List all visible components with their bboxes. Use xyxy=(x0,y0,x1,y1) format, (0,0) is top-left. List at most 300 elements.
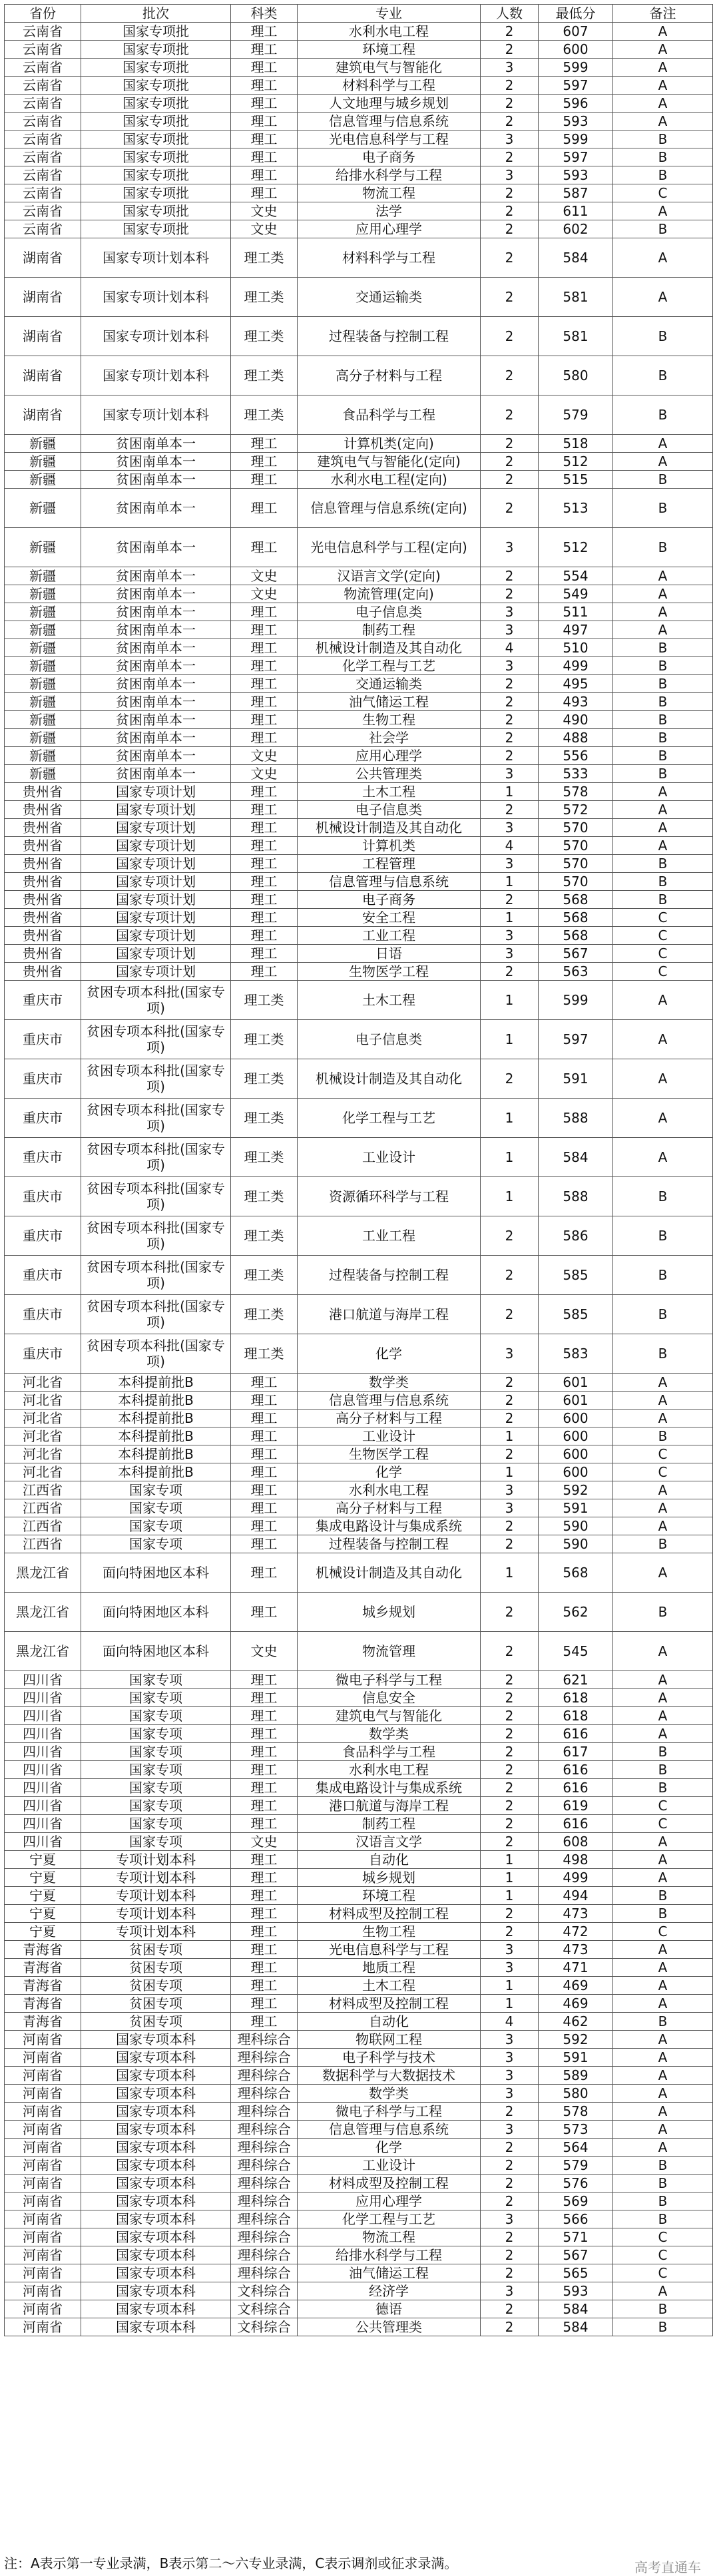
cell-batch: 国家专项 xyxy=(81,1761,231,1779)
cell-remark: C xyxy=(613,2264,713,2282)
cell-min-score: 495 xyxy=(539,675,613,693)
cell-batch: 国家专项 xyxy=(81,1725,231,1743)
cell-count: 2 xyxy=(481,1671,539,1689)
cell-remark: A xyxy=(613,981,713,1020)
cell-category: 文史 xyxy=(231,747,298,765)
cell-batch: 国家专项计划本科 xyxy=(81,356,231,395)
cell-count: 2 xyxy=(481,693,539,711)
cell-province: 重庆市 xyxy=(5,1295,81,1334)
cell-category: 理工 xyxy=(231,1445,298,1463)
cell-count: 1 xyxy=(481,1887,539,1905)
cell-remark: A xyxy=(613,603,713,621)
cell-major: 城乡规划 xyxy=(298,1869,481,1887)
cell-batch: 国家专项本科 xyxy=(81,2228,231,2246)
table-row xyxy=(5,1593,713,1632)
cell-batch: 贫困专项 xyxy=(81,2013,231,2031)
table-row xyxy=(5,891,713,909)
cell-major: 化学工程与工艺 xyxy=(298,2210,481,2228)
table-row xyxy=(5,1851,713,1869)
cell-min-score: 599 xyxy=(539,130,613,148)
cell-batch: 贫困专项本科批(国家专项) xyxy=(81,981,231,1020)
cell-major: 建筑电气与智能化 xyxy=(298,1707,481,1725)
cell-major: 信息管理与信息系统(定向) xyxy=(298,489,481,528)
cell-remark: A xyxy=(613,1833,713,1851)
cell-major: 数学类 xyxy=(298,1374,481,1392)
cell-remark: A xyxy=(613,278,713,317)
cell-major: 社会学 xyxy=(298,729,481,747)
cell-category: 理工 xyxy=(231,1995,298,2013)
cell-min-score: 579 xyxy=(539,2157,613,2175)
cell-remark: A xyxy=(613,585,713,603)
cell-category: 文史 xyxy=(231,765,298,783)
cell-major: 计算机类 xyxy=(298,837,481,855)
table-row xyxy=(5,1410,713,1427)
cell-province: 云南省 xyxy=(5,202,81,220)
cell-min-score: 572 xyxy=(539,801,613,819)
cell-remark: A xyxy=(613,1481,713,1499)
cell-category: 理工类 xyxy=(231,278,298,317)
table-row xyxy=(5,220,713,238)
cell-remark: A xyxy=(613,2139,713,2157)
cell-category: 理科综合 xyxy=(231,2049,298,2067)
cell-major: 物流管理(定向) xyxy=(298,585,481,603)
cell-province: 贵州省 xyxy=(5,819,81,837)
cell-min-score: 568 xyxy=(539,927,613,945)
cell-category: 理工 xyxy=(231,1761,298,1779)
cell-category: 理工 xyxy=(231,23,298,41)
cell-remark: B xyxy=(613,356,713,395)
cell-province: 青海省 xyxy=(5,1941,81,1959)
cell-category: 理工 xyxy=(231,184,298,202)
cell-remark: B xyxy=(613,1334,713,1374)
cell-count: 3 xyxy=(481,765,539,783)
cell-min-score: 581 xyxy=(539,278,613,317)
table-row xyxy=(5,1869,713,1887)
cell-batch: 国家专项本科 xyxy=(81,2121,231,2139)
cell-min-score: 584 xyxy=(539,1138,613,1177)
cell-province: 宁夏 xyxy=(5,1887,81,1905)
cell-province: 四川省 xyxy=(5,1797,81,1815)
cell-category: 理工类 xyxy=(231,238,298,278)
cell-count: 2 xyxy=(481,41,539,59)
table-row xyxy=(5,1941,713,1959)
cell-major: 化学工程与工艺 xyxy=(298,1099,481,1138)
cell-province: 河南省 xyxy=(5,2282,81,2300)
cell-major: 应用心理学 xyxy=(298,2192,481,2210)
cell-count: 2 xyxy=(481,1725,539,1743)
cell-category: 理工 xyxy=(231,621,298,639)
table-row xyxy=(5,113,713,130)
cell-category: 理工 xyxy=(231,1689,298,1707)
cell-count: 2 xyxy=(481,238,539,278)
cell-major: 机械设计制造及其自动化 xyxy=(298,639,481,657)
cell-remark: A xyxy=(613,41,713,59)
cell-batch: 专项计划本科 xyxy=(81,1905,231,1923)
cell-category: 理工类 xyxy=(231,1059,298,1099)
cell-count: 2 xyxy=(481,1295,539,1334)
cell-major: 经济学 xyxy=(298,2282,481,2300)
cell-count: 3 xyxy=(481,819,539,837)
cell-min-score: 589 xyxy=(539,2067,613,2085)
cell-min-score: 618 xyxy=(539,1707,613,1725)
table-row xyxy=(5,1959,713,1977)
cell-major: 化学 xyxy=(298,2139,481,2157)
cell-category: 理工 xyxy=(231,1887,298,1905)
cell-category: 文史 xyxy=(231,202,298,220)
cell-major: 公共管理类 xyxy=(298,2318,481,2336)
cell-batch: 国家专项本科 xyxy=(81,2318,231,2336)
cell-batch: 国家专项计划 xyxy=(81,783,231,801)
cell-batch: 国家专项批 xyxy=(81,23,231,41)
cell-batch: 国家专项 xyxy=(81,1671,231,1689)
cell-remark: C xyxy=(613,2228,713,2246)
cell-province: 河南省 xyxy=(5,2300,81,2318)
cell-province: 云南省 xyxy=(5,95,81,113)
cell-min-score: 490 xyxy=(539,711,613,729)
cell-min-score: 584 xyxy=(539,2300,613,2318)
cell-province: 宁夏 xyxy=(5,1923,81,1941)
cell-major: 公共管理类 xyxy=(298,765,481,783)
cell-province: 重庆市 xyxy=(5,1177,81,1216)
cell-count: 3 xyxy=(481,1334,539,1374)
cell-min-score: 607 xyxy=(539,23,613,41)
cell-remark: C xyxy=(613,184,713,202)
cell-remark: C xyxy=(613,1445,713,1463)
cell-category: 理科综合 xyxy=(231,2067,298,2085)
cell-count: 3 xyxy=(481,927,539,945)
cell-batch: 贫困南单本一 xyxy=(81,585,231,603)
cell-major: 过程装备与控制工程 xyxy=(298,1256,481,1295)
cell-category: 理工 xyxy=(231,693,298,711)
cell-min-score: 515 xyxy=(539,471,613,489)
cell-province: 新疆 xyxy=(5,675,81,693)
table-row xyxy=(5,1334,713,1374)
cell-count: 3 xyxy=(481,2121,539,2139)
cell-count: 3 xyxy=(481,1499,539,1517)
cell-count: 3 xyxy=(481,855,539,873)
cell-category: 理工 xyxy=(231,1977,298,1995)
cell-remark: A xyxy=(613,113,713,130)
cell-count: 2 xyxy=(481,95,539,113)
cell-count: 3 xyxy=(481,621,539,639)
cell-major: 信息管理与信息系统 xyxy=(298,1392,481,1410)
cell-province: 重庆市 xyxy=(5,1138,81,1177)
cell-min-score: 469 xyxy=(539,1995,613,2013)
table-row xyxy=(5,1797,713,1815)
cell-count: 1 xyxy=(481,1427,539,1445)
table-row xyxy=(5,1099,713,1138)
cell-province: 青海省 xyxy=(5,1995,81,2013)
cell-min-score: 591 xyxy=(539,1059,613,1099)
cell-major: 工业设计 xyxy=(298,1427,481,1445)
cell-major: 水利水电工程 xyxy=(298,23,481,41)
table-row xyxy=(5,1887,713,1905)
cell-province: 河南省 xyxy=(5,2031,81,2049)
cell-count: 1 xyxy=(481,1138,539,1177)
cell-category: 理科综合 xyxy=(231,2031,298,2049)
cell-major: 土木工程 xyxy=(298,981,481,1020)
cell-count: 2 xyxy=(481,747,539,765)
cell-remark: A xyxy=(613,2049,713,2067)
cell-category: 理工 xyxy=(231,113,298,130)
cell-min-score: 573 xyxy=(539,2121,613,2139)
table-row xyxy=(5,675,713,693)
cell-count: 2 xyxy=(481,453,539,471)
cell-min-score: 488 xyxy=(539,729,613,747)
cell-remark: A xyxy=(613,453,713,471)
table-row xyxy=(5,202,713,220)
cell-category: 理工 xyxy=(231,1815,298,1833)
cell-min-score: 611 xyxy=(539,202,613,220)
cell-major: 材料成型及控制工程 xyxy=(298,1995,481,2013)
cell-min-score: 581 xyxy=(539,317,613,356)
cell-remark: B xyxy=(613,2192,713,2210)
cell-province: 新疆 xyxy=(5,639,81,657)
cell-province: 贵州省 xyxy=(5,801,81,819)
table-row xyxy=(5,489,713,528)
cell-major: 生物工程 xyxy=(298,711,481,729)
table-row xyxy=(5,1295,713,1334)
cell-major: 材料科学与工程 xyxy=(298,77,481,95)
table-row xyxy=(5,693,713,711)
table-row xyxy=(5,2264,713,2282)
cell-batch: 国家专项批 xyxy=(81,59,231,77)
table-row xyxy=(5,1689,713,1707)
cell-remark: C xyxy=(613,1463,713,1481)
cell-major: 电子科学与技术 xyxy=(298,2049,481,2067)
cell-province: 新疆 xyxy=(5,471,81,489)
table-row xyxy=(5,801,713,819)
cell-category: 理工 xyxy=(231,1869,298,1887)
cell-major: 光电信息科学与工程 xyxy=(298,1941,481,1959)
cell-batch: 国家专项批 xyxy=(81,184,231,202)
cell-remark: A xyxy=(613,59,713,77)
cell-count: 2 xyxy=(481,471,539,489)
cell-batch: 国家专项批 xyxy=(81,202,231,220)
cell-major: 工业设计 xyxy=(298,1138,481,1177)
table-row xyxy=(5,435,713,453)
cell-major: 机械设计制造及其自动化 xyxy=(298,1059,481,1099)
cell-province: 江西省 xyxy=(5,1499,81,1517)
cell-category: 文史 xyxy=(231,1833,298,1851)
table-row xyxy=(5,2121,713,2139)
cell-province: 青海省 xyxy=(5,1977,81,1995)
cell-min-score: 586 xyxy=(539,1216,613,1256)
cell-category: 理工 xyxy=(231,855,298,873)
cell-count: 4 xyxy=(481,837,539,855)
cell-major: 机械设计制造及其自动化 xyxy=(298,1553,481,1593)
cell-batch: 国家专项 xyxy=(81,1689,231,1707)
cell-min-score: 545 xyxy=(539,1632,613,1671)
cell-min-score: 493 xyxy=(539,693,613,711)
cell-province: 河南省 xyxy=(5,2318,81,2336)
cell-category: 理工 xyxy=(231,711,298,729)
cell-count: 3 xyxy=(481,2049,539,2067)
cell-province: 新疆 xyxy=(5,621,81,639)
cell-major: 计算机类(定向) xyxy=(298,435,481,453)
cell-category: 理工 xyxy=(231,166,298,184)
table-row xyxy=(5,945,713,963)
header-category: 科类 xyxy=(231,5,298,23)
cell-count: 1 xyxy=(481,1977,539,1995)
cell-min-score: 512 xyxy=(539,453,613,471)
cell-remark: A xyxy=(613,1671,713,1689)
cell-major: 油气储运工程 xyxy=(298,2264,481,2282)
cell-min-score: 584 xyxy=(539,238,613,278)
cell-count: 1 xyxy=(481,981,539,1020)
table-row xyxy=(5,130,713,148)
table-row xyxy=(5,621,713,639)
table-row xyxy=(5,77,713,95)
table-row xyxy=(5,639,713,657)
cell-batch: 贫困南单本一 xyxy=(81,603,231,621)
cell-min-score: 588 xyxy=(539,1099,613,1138)
cell-batch: 贫困专项本科批(国家专项) xyxy=(81,1059,231,1099)
cell-batch: 贫困专项 xyxy=(81,1995,231,2013)
cell-count: 2 xyxy=(481,23,539,41)
cell-min-score: 600 xyxy=(539,41,613,59)
cell-major: 生物医学工程 xyxy=(298,963,481,981)
cell-min-score: 499 xyxy=(539,1869,613,1887)
table-row xyxy=(5,927,713,945)
cell-batch: 国家专项计划本科 xyxy=(81,278,231,317)
cell-remark: B xyxy=(613,1177,713,1216)
cell-major: 食品科学与工程 xyxy=(298,1743,481,1761)
cell-major: 化学 xyxy=(298,1334,481,1374)
table-row xyxy=(5,356,713,395)
cell-batch: 专项计划本科 xyxy=(81,1851,231,1869)
cell-min-score: 566 xyxy=(539,2210,613,2228)
cell-remark: A xyxy=(613,1020,713,1059)
cell-remark: A xyxy=(613,1138,713,1177)
cell-count: 2 xyxy=(481,675,539,693)
cell-remark: A xyxy=(613,1941,713,1959)
cell-major: 电子信息类 xyxy=(298,1020,481,1059)
cell-batch: 贫困专项本科批(国家专项) xyxy=(81,1099,231,1138)
table-row xyxy=(5,95,713,113)
cell-count: 3 xyxy=(481,2282,539,2300)
cell-remark: C xyxy=(613,945,713,963)
cell-remark: B xyxy=(613,1295,713,1334)
cell-province: 云南省 xyxy=(5,148,81,166)
cell-major: 物流管理 xyxy=(298,1632,481,1671)
cell-category: 文史 xyxy=(231,585,298,603)
cell-major: 建筑电气与智能化(定向) xyxy=(298,453,481,471)
cell-count: 1 xyxy=(481,909,539,927)
cell-min-score: 564 xyxy=(539,2139,613,2157)
table-row xyxy=(5,819,713,837)
cell-major: 工业工程 xyxy=(298,927,481,945)
cell-major: 安全工程 xyxy=(298,909,481,927)
cell-min-score: 518 xyxy=(539,435,613,453)
cell-min-score: 590 xyxy=(539,1535,613,1553)
cell-province: 河南省 xyxy=(5,2228,81,2246)
cell-province: 黑龙江省 xyxy=(5,1593,81,1632)
cell-min-score: 563 xyxy=(539,963,613,981)
cell-batch: 国家专项本科 xyxy=(81,2192,231,2210)
cell-count: 3 xyxy=(481,657,539,675)
cell-remark: A xyxy=(613,1995,713,2013)
cell-major: 生物医学工程 xyxy=(298,1445,481,1463)
header-count: 人数 xyxy=(481,5,539,23)
cell-remark: A xyxy=(613,1499,713,1517)
cell-min-score: 570 xyxy=(539,819,613,837)
cell-count: 2 xyxy=(481,2264,539,2282)
cell-category: 理工 xyxy=(231,1797,298,1815)
table-row xyxy=(5,2210,713,2228)
cell-count: 4 xyxy=(481,639,539,657)
cell-batch: 本科提前批B xyxy=(81,1410,231,1427)
cell-category: 理工类 xyxy=(231,1020,298,1059)
cell-province: 云南省 xyxy=(5,59,81,77)
cell-category: 理工 xyxy=(231,603,298,621)
cell-remark: A xyxy=(613,567,713,585)
cell-batch: 国家专项批 xyxy=(81,166,231,184)
cell-min-score: 608 xyxy=(539,1833,613,1851)
cell-major: 给排水科学与工程 xyxy=(298,2246,481,2264)
table-row xyxy=(5,567,713,585)
cell-batch: 国家专项 xyxy=(81,1707,231,1725)
cell-count: 3 xyxy=(481,2210,539,2228)
cell-min-score: 579 xyxy=(539,395,613,435)
cell-batch: 国家专项本科 xyxy=(81,2175,231,2192)
table-row xyxy=(5,41,713,59)
admission-score-table xyxy=(4,4,713,2336)
cell-major: 光电信息科学与工程 xyxy=(298,130,481,148)
cell-category: 理工 xyxy=(231,2013,298,2031)
cell-count: 2 xyxy=(481,891,539,909)
cell-min-score: 592 xyxy=(539,2031,613,2049)
cell-province: 重庆市 xyxy=(5,981,81,1020)
cell-remark: B xyxy=(613,130,713,148)
table-row xyxy=(5,1977,713,1995)
cell-batch: 国家专项 xyxy=(81,1797,231,1815)
cell-min-score: 554 xyxy=(539,567,613,585)
cell-category: 理工类 xyxy=(231,981,298,1020)
cell-category: 理科综合 xyxy=(231,2121,298,2139)
cell-remark: B xyxy=(613,1743,713,1761)
cell-major: 微电子科学与工程 xyxy=(298,2103,481,2121)
cell-major: 建筑电气与智能化 xyxy=(298,59,481,77)
cell-category: 理工 xyxy=(231,639,298,657)
cell-batch: 国家专项计划 xyxy=(81,927,231,945)
cell-count: 2 xyxy=(481,1445,539,1463)
cell-category: 理工类 xyxy=(231,1216,298,1256)
table-row xyxy=(5,59,713,77)
cell-province: 河南省 xyxy=(5,2175,81,2192)
table-row xyxy=(5,729,713,747)
cell-province: 河南省 xyxy=(5,2139,81,2157)
cell-count: 2 xyxy=(481,1815,539,1833)
cell-province: 河北省 xyxy=(5,1392,81,1410)
cell-count: 2 xyxy=(481,184,539,202)
cell-remark: C xyxy=(613,1797,713,1815)
header-major: 专业 xyxy=(298,5,481,23)
cell-remark: A xyxy=(613,1059,713,1099)
cell-min-score: 597 xyxy=(539,1020,613,1059)
cell-count: 2 xyxy=(481,1689,539,1707)
cell-province: 重庆市 xyxy=(5,1216,81,1256)
cell-province: 河北省 xyxy=(5,1445,81,1463)
cell-remark: A xyxy=(613,1553,713,1593)
cell-category: 文史 xyxy=(231,220,298,238)
cell-major: 应用心理学 xyxy=(298,747,481,765)
cell-province: 湖南省 xyxy=(5,356,81,395)
table-row xyxy=(5,1517,713,1535)
cell-count: 2 xyxy=(481,1059,539,1099)
table-row xyxy=(5,1216,713,1256)
cell-count: 2 xyxy=(481,1535,539,1553)
